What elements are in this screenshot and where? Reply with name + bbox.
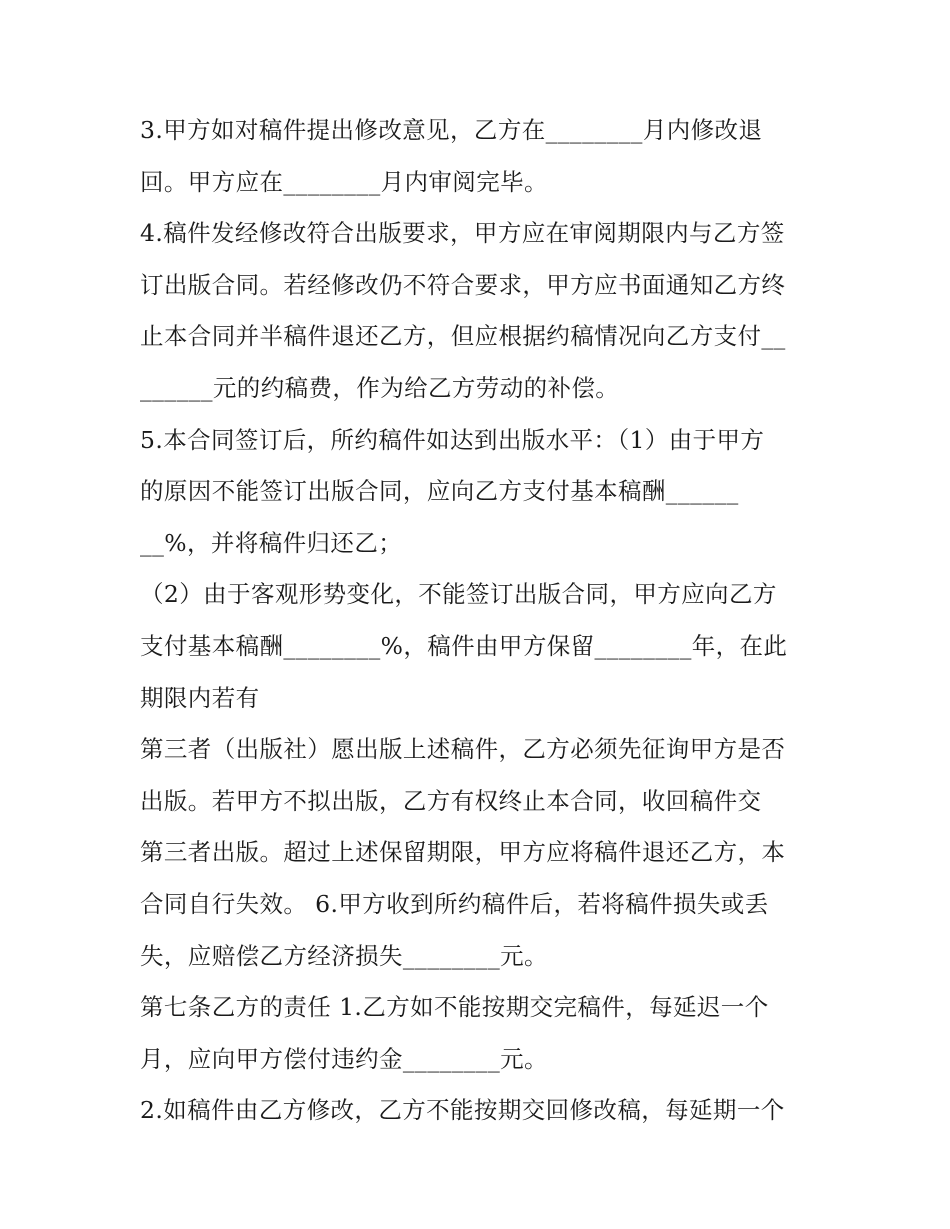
text-line: 4.稿件发经修改符合出版要求，甲方应在审阅期限内与乙方签: [140, 219, 785, 248]
text-line: 3.甲方如对稿件提出修改意见，乙方在________月内修改退: [140, 116, 763, 144]
text-line: 止本合同并半稿件退还乙方，但应根据约稿情况向乙方支付__: [140, 322, 786, 351]
text-line: 支付基本稿酬________%，稿件由甲方保留________年，在此: [140, 631, 788, 660]
text-line: 第三者出版。超过上述保留期限，甲方应将稿件退还乙方，本: [140, 838, 786, 867]
contract-text: [140, 105, 820, 1137]
text-line: 订出版合同。若经修改仍不符合要求，甲方应书面通知乙方终: [140, 270, 786, 299]
text-line: 5.本合同签订后，所约稿件如达到出版水平：（1）由于甲方: [140, 425, 765, 454]
text-line: 2.如稿件由乙方修改，乙方不能按期交回修改稿，每延期一个: [140, 1096, 785, 1125]
text-line: 回。甲方应在________月内审阅完毕。: [140, 167, 548, 196]
text-line: __%，并将稿件归还乙；: [140, 528, 403, 557]
text-line: 第七条乙方的责任 1.乙方如不能按期交完稿件，每延迟一个: [140, 993, 769, 1022]
text-line: 合同自行失效。 6.甲方收到所约稿件后，若将稿件损失或丢: [140, 889, 769, 918]
text-line: 期限内若有: [140, 683, 260, 712]
text-line: （2）由于客观形势变化，不能签订出版合同，甲方应向乙方: [140, 580, 777, 609]
text-line: 失，应赔偿乙方经济损失________元。: [140, 941, 548, 970]
text-line: ______元的约稿费，作为给乙方劳动的补偿。: [140, 373, 620, 402]
text-line: 第三者（出版社）愿出版上述稿件，乙方必须先征询甲方是否: [140, 735, 786, 764]
text-line: 出版。若甲方不拟出版，乙方有权终止本合同，收回稿件交: [140, 786, 762, 815]
text-line: 月，应向甲方偿付违约金________元。: [140, 1044, 548, 1073]
text-line: 的原因不能签订出版合同，应向乙方支付基本稿酬______: [140, 477, 739, 506]
